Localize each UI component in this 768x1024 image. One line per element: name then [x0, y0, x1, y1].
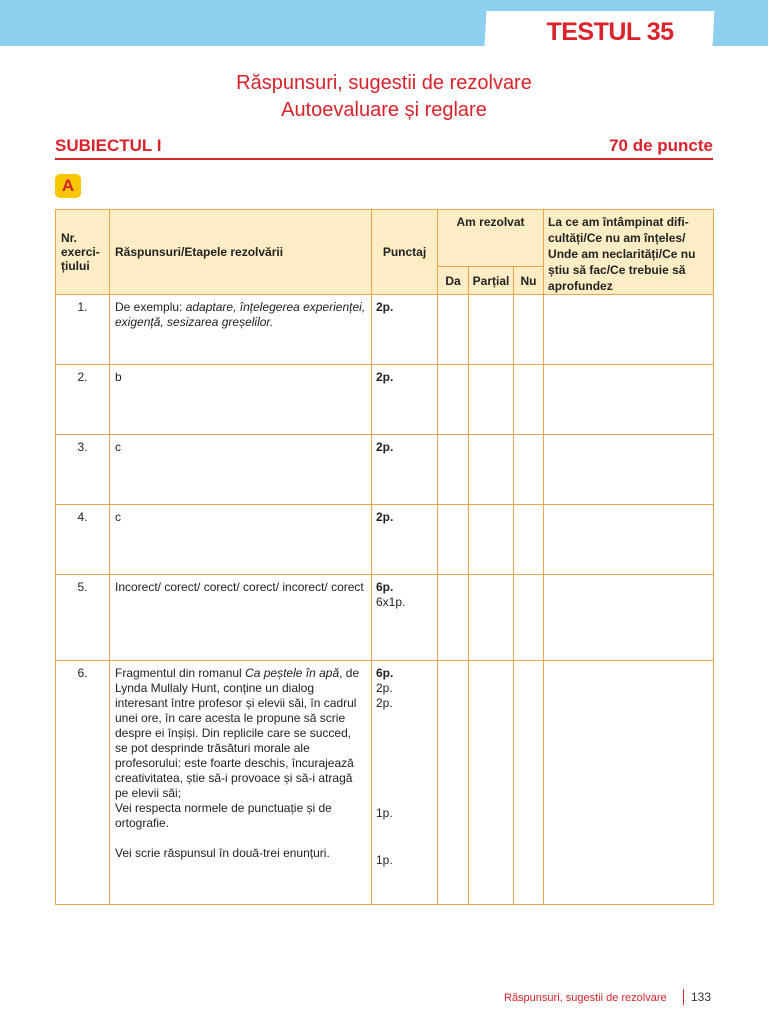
header-nr: Nr. exerci-țiului	[56, 210, 110, 295]
row-number: 1.	[56, 295, 110, 365]
row-answer: Fragmentul din romanul Ca peștele în apă, de Lynda Mullaly Hunt, conține un dialog interesant între profesor și elevii săi, în cadrul unei ore, în care acesta le propune să scrie despre ei înșiși. Din replicile care se succed, se pot desprinde trăsături morale ale profesorului: este foarte deschis, încurajează creativitatea, știe să-i provoace și să-i atragă pe elevii săi; Vei respecta normele de punctuație și de ortografie. Vei scrie răspunsul în două-trei enunțuri.	[110, 661, 372, 905]
cell-da[interactable]	[438, 295, 469, 365]
table-row	[56, 661, 714, 905]
cell-nu[interactable]	[514, 435, 544, 505]
row-number: 3.	[56, 435, 110, 505]
cell-nu[interactable]	[514, 365, 544, 435]
row-number: 2.	[56, 365, 110, 435]
test-label: TESTUL 35	[546, 18, 674, 46]
cell-partial[interactable]	[469, 575, 514, 661]
cell-nu[interactable]	[514, 505, 544, 575]
row-number: 4.	[56, 505, 110, 575]
header-score: Punctaj	[372, 210, 438, 295]
cell-difficulties[interactable]	[544, 575, 714, 661]
row-score: 2p.	[372, 295, 438, 365]
cell-da[interactable]	[438, 661, 469, 905]
section-name: SUBIECTUL I	[55, 136, 162, 155]
page-number: 133	[691, 990, 712, 1004]
row-number: 6.	[56, 661, 110, 905]
table-row	[56, 435, 714, 505]
row-score: 2p.	[372, 435, 438, 505]
cell-partial[interactable]	[469, 365, 514, 435]
cell-nu[interactable]	[514, 661, 544, 905]
row-score: 6p. 2p. 2p. 1p. 1p.	[372, 661, 438, 905]
header-solved: Am rezolvat	[438, 210, 544, 267]
cell-nu[interactable]	[514, 295, 544, 365]
cell-partial[interactable]	[469, 295, 514, 365]
footer-divider	[683, 989, 684, 1005]
row-answer: Incorect/ corect/ corect/ corect/ incorect/ corect	[110, 575, 372, 661]
section-points: 70 de puncte	[609, 136, 713, 155]
section-divider	[55, 158, 713, 160]
cell-partial[interactable]	[469, 505, 514, 575]
cell-partial[interactable]	[469, 661, 514, 905]
row-answer: b	[110, 365, 372, 435]
cell-da[interactable]	[438, 365, 469, 435]
row-score: 2p.	[372, 505, 438, 575]
header-answers: Răspunsuri/Etapele rezolvării	[110, 210, 372, 295]
table-row	[56, 295, 714, 365]
cell-difficulties[interactable]	[544, 505, 714, 575]
answers-table	[55, 209, 714, 905]
row-answer: De exemplu: adaptare, înțelegerea experienței, exigență, sesizarea greșelilor.	[110, 295, 372, 365]
page-subtitle: Autoevaluare și reglare	[281, 99, 487, 121]
row-number: 5.	[56, 575, 110, 661]
cell-da[interactable]	[438, 575, 469, 661]
section-badge: A	[55, 174, 81, 198]
page-title: Răspunsuri, sugestii de rezolvare	[236, 72, 532, 94]
header-difficulties: La ce am întâmpinat difi-cultăți/Ce nu am înțeles/ Unde am neclarități/Ce nu știu să fac/Ce trebuie să aprofundez	[544, 210, 714, 295]
cell-difficulties[interactable]	[544, 435, 714, 505]
cell-da[interactable]	[438, 435, 469, 505]
table-row	[56, 505, 714, 575]
row-answer: c	[110, 505, 372, 575]
table-row	[56, 365, 714, 435]
footer-title: Răspunsuri, sugestii de rezolvare	[504, 992, 667, 1004]
header-da: Da	[438, 267, 469, 295]
row-score: 2p.	[372, 365, 438, 435]
cell-difficulties[interactable]	[544, 661, 714, 905]
cell-partial[interactable]	[469, 435, 514, 505]
header-partial: Parțial	[469, 267, 514, 295]
header-nu: Nu	[514, 267, 544, 295]
cell-da[interactable]	[438, 505, 469, 575]
cell-nu[interactable]	[514, 575, 544, 661]
row-score: 6p. 6x1p.	[372, 575, 438, 661]
row-answer: c	[110, 435, 372, 505]
table-row	[56, 575, 714, 661]
cell-difficulties[interactable]	[544, 365, 714, 435]
cell-difficulties[interactable]	[544, 295, 714, 365]
